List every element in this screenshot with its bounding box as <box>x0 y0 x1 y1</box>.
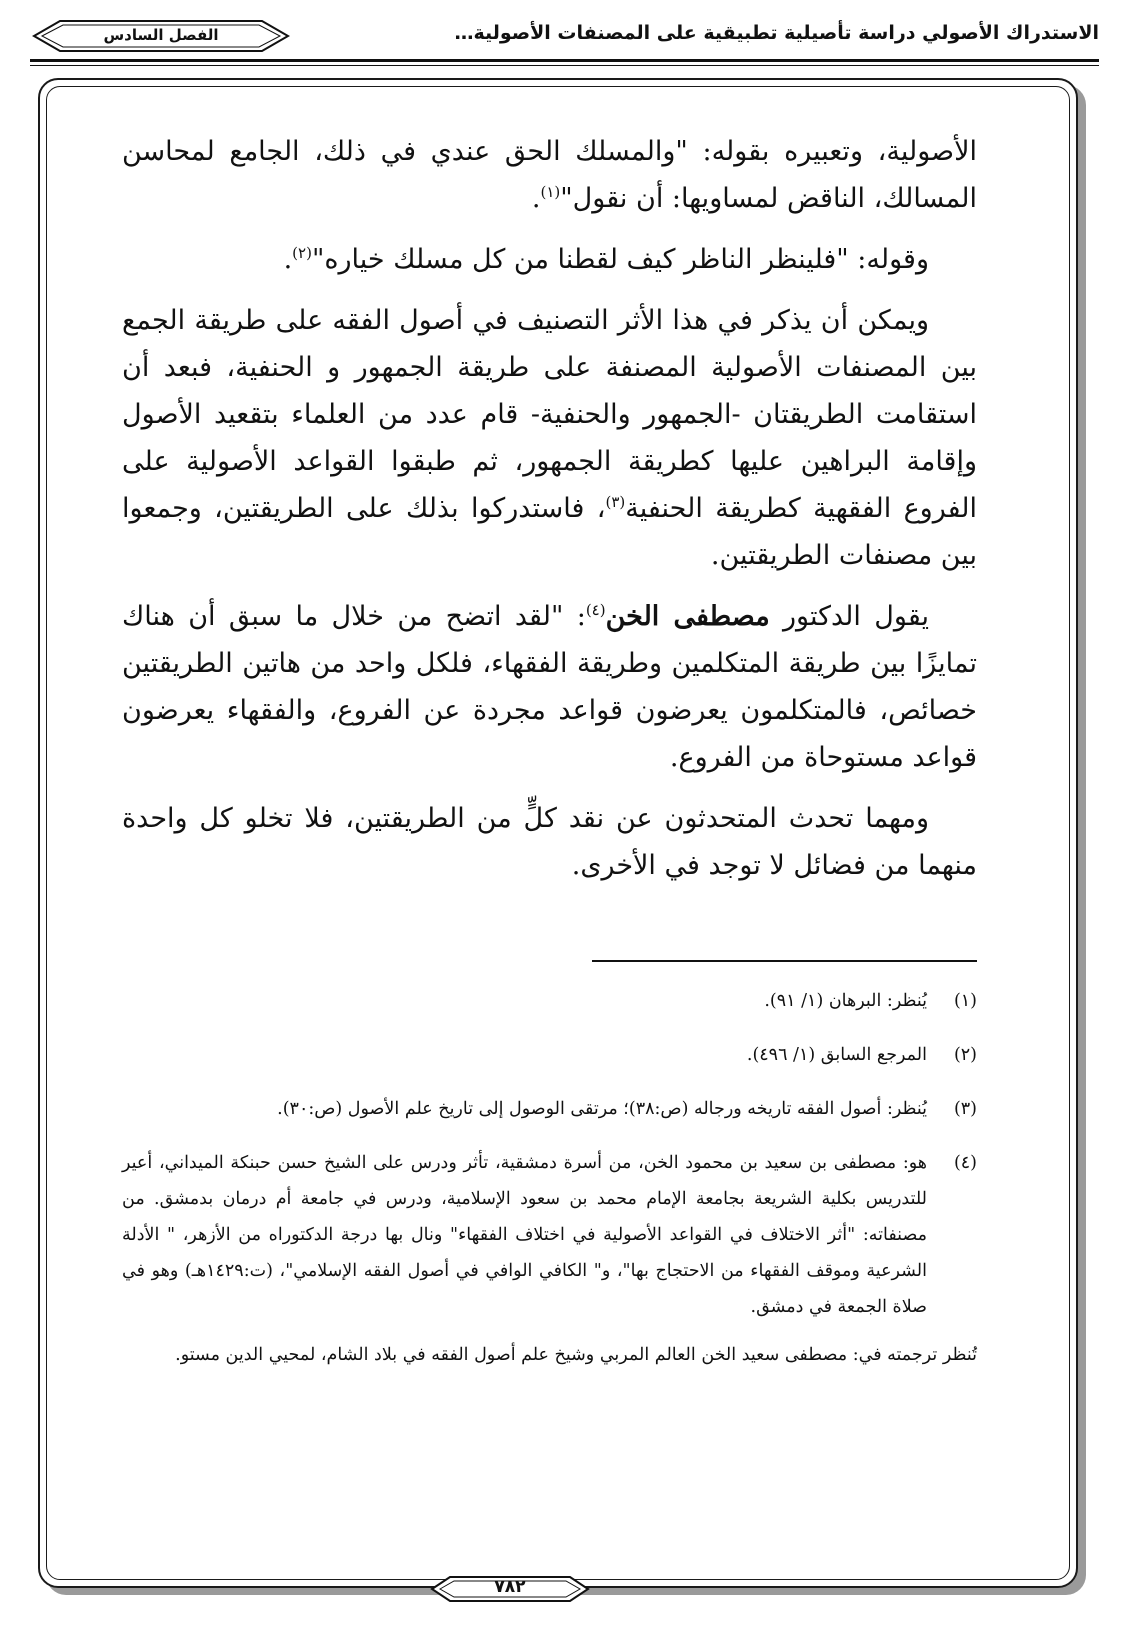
footnote-number: (٤) <box>953 1153 977 1173</box>
footnote-number: (١) <box>953 991 977 1011</box>
footnote-number: (٢) <box>953 1045 977 1065</box>
footnote-4-continuation: تُنظر ترجمته في: مصطفى سعيد الخن العالم المربي وشيخ علم أصول الفقه في بلاد الشام، لمحيي الدين مستو. <box>175 1345 977 1365</box>
footnote-separator <box>592 960 977 962</box>
paragraph-1 <box>122 128 977 222</box>
footnote-ref-1[interactable]: (١) <box>540 183 561 201</box>
paragraph-1-text: الأصولية، وتعبيره بقوله: "والمسلك الحق عندي في ذلك، الجامع لمحاسن المسالك، الناقض لمساويها: أن نقول" <box>122 136 977 214</box>
paragraph-2 <box>122 236 977 283</box>
author-name: مصطفى الخن <box>605 601 770 632</box>
footnote-1 <box>122 983 977 1019</box>
footnote-text: يُنظر: أصول الفقه تاريخه ورجاله (ص:٣٨)؛ مرتقى الوصول إلى تاريخ علم الأصول (ص:٣٠). <box>277 1099 927 1119</box>
page-number: ٧٨٢ <box>494 1577 526 1597</box>
footnote-2 <box>122 1037 977 1073</box>
paragraph-3-text: ويمكن أن يذكر في هذا الأثر التصنيف في أصول الفقه على طريقة الجمع بين المصنفات الأصولية المصنفة على طريقة الجمهور و الحنفية، فبعد أن استقامت الطريقتان -الجمهور والحنفية- قام عدد من العلماء بتقعيد الأصول وإقامة البراهين عليها كطريقة الجمهور، ثم طبقوا القواعد الأصولية على الفروع الفقهية كطريقة الحنفية <box>122 305 977 524</box>
footnote-ref-4[interactable]: (٤) <box>585 601 606 619</box>
paragraph-2-end: . <box>283 244 293 275</box>
footnote-text: هو: مصطفى بن سعيد بن محمود الخن، من أسرة دمشقية، تأثر ودرس على الشيخ حسن حبنكة الميداني، أعير للتدريس بكلية الشريعة بجامعة الإمام محمد بن سعود الإسلامية، ودرس في جامعة أم درمان بدمشق. من مصنفاته: "أثر الاختلاف في القواعد الأصولية في اختلاف الفقهاء" ونال بها درجة الدكتوراه من الأزهر، " الأدلة الشرعية وموقف الفقهاء من الاحتجاج بها"، و" الكافي الوافي في أصول الفقه الإسلامي"، (ت:١٤٢٩هـ) وهو في صلاة الجمعة في دمشق. <box>122 1153 927 1317</box>
footnote-4 <box>122 1145 977 1325</box>
footnote-text: يُنظر: البرهان (١/ ٩١). <box>764 991 927 1011</box>
paragraph-4-start: يقول الدكتور <box>783 601 929 632</box>
footnote-text: المرجع السابق (١/ ٤٩٦). <box>746 1045 927 1065</box>
header-rule-thick <box>30 59 1099 62</box>
paragraph-1-end: . <box>531 183 541 214</box>
main-text <box>122 128 977 903</box>
paragraph-3 <box>122 297 977 579</box>
footnote-number: (٣) <box>953 1099 977 1119</box>
paragraph-3-end: ، فاستدركوا بذلك على الطريقتين، وجمعوا بين مصنفات الطريقتين. <box>122 493 977 571</box>
footnote-ref-3[interactable]: (٣) <box>605 493 626 511</box>
footnote-ref-2[interactable]: (٢) <box>292 244 312 262</box>
footnote-3 <box>122 1091 977 1127</box>
chapter-tab <box>30 18 292 54</box>
paragraph-5-text: ومهما تحدث المتحدثون عن نقد كلٍّ من الطريقتين، فلا تخلو كل واحدة منهما من فضائل لا توجد في الأخرى. <box>122 803 977 881</box>
book-title: الاستدراك الأصولي دراسة تأصيلية تطبيقية على المصنفات الأصولية… <box>454 22 1099 44</box>
paragraph-4 <box>122 593 977 781</box>
paragraph-5 <box>122 795 977 889</box>
page-number-badge <box>430 1574 590 1604</box>
chapter-label: الفصل السادس <box>103 26 219 44</box>
header-rule-thin <box>30 65 1099 66</box>
paragraph-2-text: وقوله: "فلينظر الناظر كيف لقطنا من كل مسلك خياره" <box>311 244 929 275</box>
footnotes <box>122 983 977 1373</box>
paragraph-4-text: : "لقد اتضح من خلال ما سبق أن هناك تمايزًا بين طريقة المتكلمين وطريقة الفقهاء، فلكل واحد من هاتين الطريقتين خصائص، فالمتكلمون يعرضون قواعد مجردة عن الفروع، والفقهاء يعرضون قواعد مستوحاة من الفروع. <box>122 601 978 773</box>
